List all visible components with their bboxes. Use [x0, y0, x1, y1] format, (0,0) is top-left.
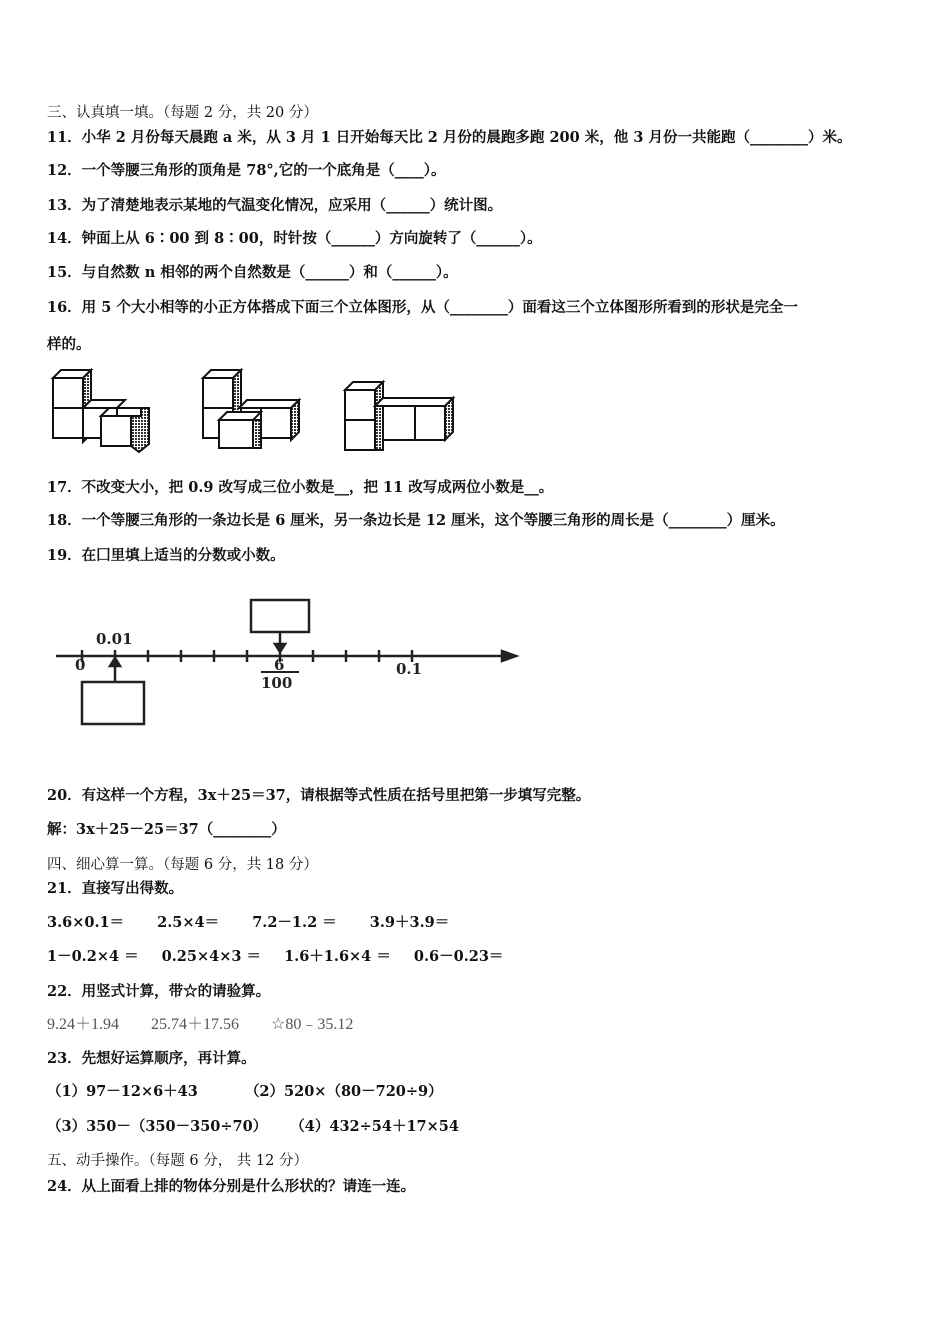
label-0-01: 0.01 [96, 630, 133, 648]
section-4-heading: 四、细心算一算。（每题 6 分，共 18 分） [47, 857, 318, 873]
question-20-solution: 解：3x＋25－25＝37（________） [47, 821, 286, 838]
cube-figures [45, 366, 465, 454]
q21-item: 3.9＋3.9＝ [369, 914, 450, 931]
q21-item: 1－0.2×4 ＝ [47, 948, 139, 965]
q21-row-1 [47, 913, 449, 933]
question-16-line-2: 样的。 [47, 336, 91, 353]
label-100: 100 [261, 674, 293, 692]
cube-figure-2 [203, 370, 299, 448]
answer-box-bottom [82, 682, 144, 724]
section-3-heading: 三、认真填一填。（每题 2 分，共 20 分） [47, 105, 318, 121]
question-16-line-1: 16．用 5 个大小相等的小正方体搭成下面三个立体图形，从（________）面看这三个立体图形所看到的形状是完全一 [47, 299, 798, 316]
label-0: 0 [75, 656, 86, 674]
q21-item: 0.25×4×3 ＝ [161, 948, 262, 965]
cube-figure-1 [53, 370, 149, 452]
question-24: 24．从上面看上排的物体分别是什么形状的？请连一连。 [47, 1178, 416, 1195]
q23-item: （3）350－（350－350÷70） [47, 1118, 268, 1135]
q21-item: 1.6＋1.6×4 ＝ [284, 948, 391, 965]
question-17: 17．不改变大小，把 0.9 改写成三位小数是__，把 11 改写成两位小数是__。 [47, 479, 554, 496]
question-21: 21．直接写出得数。 [47, 880, 184, 897]
question-12: 12．一个等腰三角形的顶角是 78°,它的一个底角是（____）。 [47, 162, 446, 179]
q21-row-2 [47, 947, 503, 967]
question-14: 14．钟面上从 6∶00 到 8∶00，时针按（______）方向旋转了（______）。 [47, 230, 542, 247]
q21-item: 2.5×4＝ [157, 914, 220, 931]
q22-items [47, 1015, 353, 1035]
question-15: 15．与自然数 n 相邻的两个自然数是（______）和（______）。 [47, 264, 458, 281]
q22-item: 9.24＋1.94 [47, 1016, 120, 1033]
question-19: 19．在囗里填上适当的分数或小数。 [47, 547, 285, 564]
q23-item: （4）432÷54＋17×54 [290, 1118, 459, 1135]
label-6: 6 [274, 656, 285, 674]
q21-item: 3.6×0.1＝ [47, 914, 125, 931]
cube-figure-3 [345, 382, 453, 450]
q21-item: 7.2－1.2 ＝ [252, 914, 337, 931]
q22-item: 25.74＋17.56 [151, 1016, 240, 1033]
q23-item: （2）520×（80－720÷9） [244, 1083, 443, 1100]
q23-row-2 [47, 1117, 459, 1137]
q23-item: （1）97－12×6＋43 [47, 1083, 198, 1100]
answer-box-top [251, 600, 309, 632]
question-23: 23．先想好运算顺序，再计算。 [47, 1050, 256, 1067]
label-0-1: 0.1 [396, 660, 423, 678]
section-5-heading: 五、动手操作。（每题 6 分， 共 12 分） [47, 1153, 308, 1169]
question-11: 11．小华 2 月份每天晨跑 a 米，从 3 月 1 日开始每天比 2 月份的晨跑多跑 200 米，他 3 月份一共能跑（________）米。 [47, 129, 852, 146]
question-18: 18．一个等腰三角形的一条边长是 6 厘米，另一条边长是 12 厘米，这个等腰三角形的周长是（________）厘米。 [47, 512, 785, 529]
question-22: 22．用竖式计算，带☆的请验算。 [47, 983, 271, 1000]
number-line-arrowhead [502, 651, 516, 661]
q22-item: ☆80﹣35.12 [271, 1016, 354, 1033]
number-line-figure [50, 592, 520, 732]
q23-row-1 [47, 1082, 443, 1102]
question-13: 13．为了清楚地表示某地的气温变化情况，应采用（______）统计图。 [47, 197, 503, 214]
q21-item: 0.6－0.23＝ [413, 948, 504, 965]
question-20: 20．有这样一个方程，3x＋25＝37，请根据等式性质在括号里把第一步填写完整。 [47, 787, 591, 804]
